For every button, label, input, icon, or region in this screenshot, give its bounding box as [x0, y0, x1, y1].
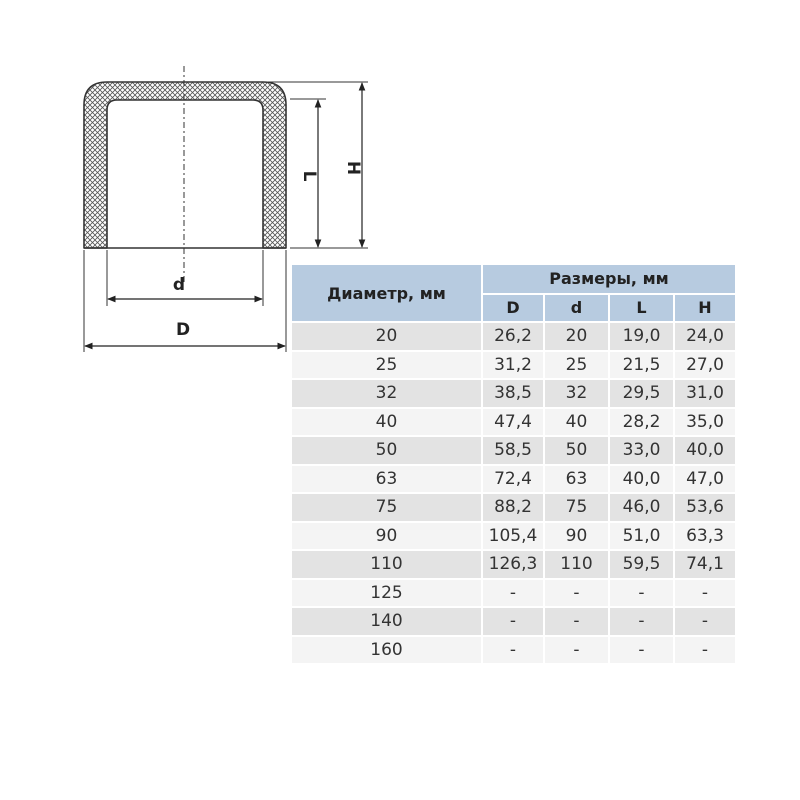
cell-diameter: 140 — [292, 608, 481, 635]
cell-D: - — [483, 637, 543, 664]
header-col-d: d — [545, 295, 608, 322]
cell-d: 110 — [545, 551, 608, 578]
table-row — [292, 437, 735, 464]
table-row — [292, 551, 735, 578]
cell-H: 24,0 — [675, 323, 735, 350]
cell-diameter: 40 — [292, 409, 481, 436]
cell-H: 74,1 — [675, 551, 735, 578]
label-L: L — [299, 170, 319, 182]
cell-D: 105,4 — [483, 523, 543, 550]
header-col-L: L — [610, 295, 673, 322]
cell-diameter: 20 — [292, 323, 481, 350]
table-row — [292, 580, 735, 607]
cell-d: 25 — [545, 352, 608, 379]
cell-L: 19,0 — [610, 323, 673, 350]
cell-L: - — [610, 637, 673, 664]
header-diameter: Диаметр, мм — [292, 265, 481, 321]
cell-diameter: 125 — [292, 580, 481, 607]
cell-D: 88,2 — [483, 494, 543, 521]
header-col-H: H — [675, 295, 735, 322]
cell-H: - — [675, 608, 735, 635]
cell-L: 21,5 — [610, 352, 673, 379]
table-row — [292, 637, 735, 664]
cell-D: 26,2 — [483, 323, 543, 350]
cell-H: 40,0 — [675, 437, 735, 464]
cell-L: - — [610, 608, 673, 635]
cell-diameter: 90 — [292, 523, 481, 550]
cell-D: 38,5 — [483, 380, 543, 407]
cell-L: 51,0 — [610, 523, 673, 550]
cell-H: - — [675, 580, 735, 607]
cell-d: 40 — [545, 409, 608, 436]
cell-d: 50 — [545, 437, 608, 464]
cell-diameter: 75 — [292, 494, 481, 521]
cell-L: 46,0 — [610, 494, 673, 521]
cell-diameter: 32 — [292, 380, 481, 407]
cell-diameter: 50 — [292, 437, 481, 464]
cell-H: 47,0 — [675, 466, 735, 493]
header-col-D: D — [483, 295, 543, 322]
cell-H: 53,6 — [675, 494, 735, 521]
table-row — [292, 323, 735, 350]
label-H: H — [343, 160, 363, 176]
cell-L: 33,0 — [610, 437, 673, 464]
cell-d: 20 — [545, 323, 608, 350]
cell-diameter: 63 — [292, 466, 481, 493]
cell-D: 126,3 — [483, 551, 543, 578]
cell-H: 35,0 — [675, 409, 735, 436]
table-row — [292, 409, 735, 436]
label-D: D — [175, 320, 191, 340]
cell-diameter: 110 — [292, 551, 481, 578]
cell-H: 27,0 — [675, 352, 735, 379]
table-row — [292, 494, 735, 521]
cell-H: 31,0 — [675, 380, 735, 407]
cell-D: 58,5 — [483, 437, 543, 464]
cell-L: 59,5 — [610, 551, 673, 578]
cell-L: 29,5 — [610, 380, 673, 407]
cell-d: 75 — [545, 494, 608, 521]
cell-d: 32 — [545, 380, 608, 407]
cell-L: 28,2 — [610, 409, 673, 436]
cell-d: 90 — [545, 523, 608, 550]
cell-diameter: 160 — [292, 637, 481, 664]
table-row — [292, 466, 735, 493]
table-row — [292, 352, 735, 379]
cell-d: - — [545, 608, 608, 635]
cell-L: - — [610, 580, 673, 607]
cell-D: 31,2 — [483, 352, 543, 379]
cell-D: 47,4 — [483, 409, 543, 436]
cap-wall-section — [84, 82, 286, 248]
dimensions-table — [290, 263, 737, 665]
cell-D: - — [483, 580, 543, 607]
cell-H: - — [675, 637, 735, 664]
table-row — [292, 608, 735, 635]
cell-D: 72,4 — [483, 466, 543, 493]
table-row — [292, 523, 735, 550]
cell-H: 63,3 — [675, 523, 735, 550]
label-d: d — [172, 275, 186, 295]
table-body — [292, 323, 735, 663]
cell-d: 63 — [545, 466, 608, 493]
cell-D: - — [483, 608, 543, 635]
cell-d: - — [545, 580, 608, 607]
header-sizes: Размеры, мм — [483, 265, 735, 293]
cell-diameter: 25 — [292, 352, 481, 379]
cell-L: 40,0 — [610, 466, 673, 493]
cell-d: - — [545, 637, 608, 664]
table-row — [292, 380, 735, 407]
